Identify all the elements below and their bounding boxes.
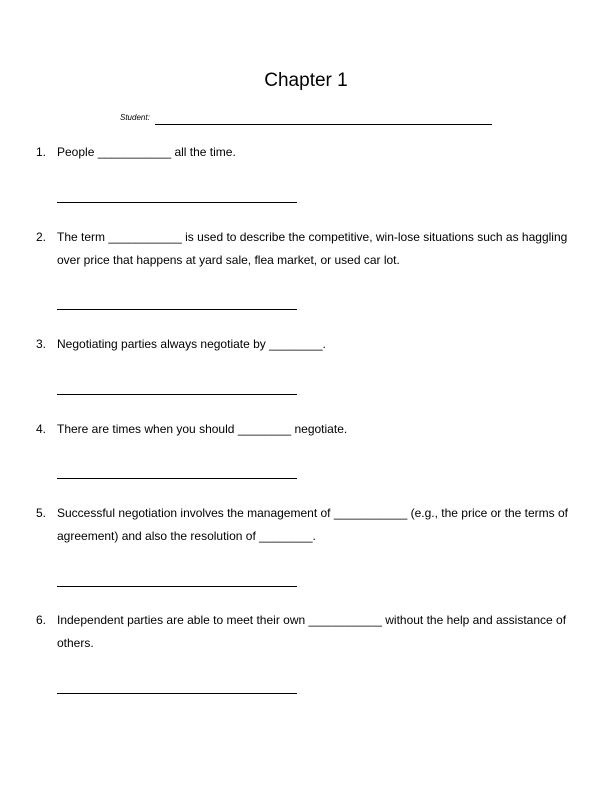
question-number: 2. <box>36 230 47 244</box>
student-field <box>120 113 492 125</box>
page-title: Chapter 1 <box>264 70 348 91</box>
question-text: Successful negotiation involves the management of ___________ (e.g., the price or the terms of agreement) and also the resolution of ________. <box>57 506 568 543</box>
question-text: The term ___________ is used to describe the competitive, win-lose situations such as haggling over price that happens at yard sale, flea market, or used car lot. <box>57 230 568 267</box>
student-label: Student: <box>120 113 150 122</box>
question-number: 4. <box>36 422 47 436</box>
question-5 <box>36 502 576 547</box>
question-3 <box>36 333 576 356</box>
question-text: Independent parties are able to meet their own ___________ without the help and assistance of others. <box>57 613 567 650</box>
question-text: Negotiating parties always negotiate by ________. <box>57 337 326 351</box>
answer-line-2[interactable] <box>57 309 297 310</box>
student-answer-line[interactable] <box>155 124 492 125</box>
answer-line-4[interactable] <box>57 478 297 479</box>
question-number: 5. <box>36 506 47 520</box>
question-number: 6. <box>36 613 47 627</box>
question-2 <box>36 226 576 271</box>
question-1 <box>36 141 576 164</box>
question-number: 1. <box>36 145 47 159</box>
question-6 <box>36 609 576 654</box>
answer-line-5[interactable] <box>57 586 297 587</box>
question-text: There are times when you should ________ negotiate. <box>57 422 348 436</box>
answer-line-1[interactable] <box>57 202 297 203</box>
question-text: People ___________ all the time. <box>57 145 236 159</box>
answer-line-3[interactable] <box>57 394 297 395</box>
question-4 <box>36 418 576 441</box>
answer-line-6[interactable] <box>57 693 297 694</box>
question-number: 3. <box>36 337 47 351</box>
